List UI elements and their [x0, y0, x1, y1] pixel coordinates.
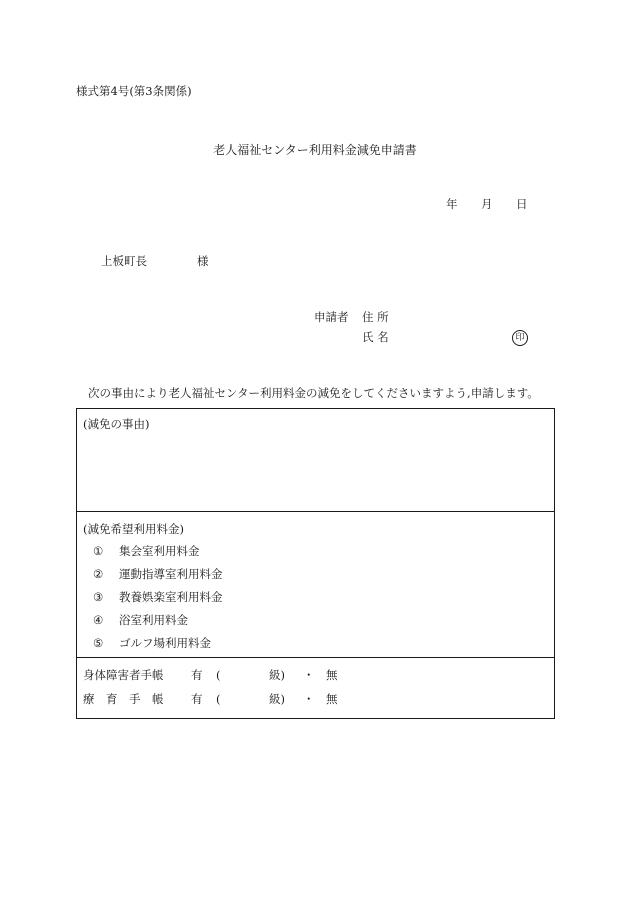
- fee-label: (減免希望利用料金): [83, 522, 184, 536]
- date-year-label: 年: [446, 197, 458, 211]
- open-paren: (: [216, 668, 221, 682]
- separator-dot: ・: [303, 668, 315, 682]
- has-label: 有: [191, 692, 203, 706]
- handbook-label: 身体障害者手帳: [83, 668, 164, 682]
- fee-item-text: 浴室利用料金: [119, 613, 188, 627]
- fee-item: [93, 592, 223, 604]
- address-label: 住 所: [362, 310, 389, 324]
- open-paren: (: [216, 692, 221, 706]
- intro-text: 次の事由により老人福祉センター利用料金の減免をしてくださいますよう,申請します。: [88, 386, 539, 400]
- reason-label: (減免の事由): [83, 417, 150, 431]
- fee-item: [93, 638, 211, 650]
- addressee-name: 上板町長: [101, 254, 147, 268]
- none-label: 無: [326, 692, 338, 706]
- fee-section: [77, 512, 554, 658]
- date-day-label: 日: [516, 197, 528, 211]
- date-month-label: 月: [481, 197, 493, 211]
- grade-label: 級): [269, 668, 285, 682]
- name-label: 氏 名: [362, 330, 389, 344]
- fee-item-text: 教養娯楽室利用料金: [119, 590, 223, 604]
- applicant-label: 申請者: [314, 310, 349, 324]
- handbook-section: [77, 658, 554, 718]
- document-title: 老人福祉センター利用料金減免申請書: [213, 143, 417, 157]
- fee-item-number: ②: [93, 567, 104, 581]
- fee-item: [93, 569, 223, 581]
- fee-item-text: 集会室利用料金: [119, 544, 200, 558]
- fee-item-number: ③: [93, 590, 104, 604]
- fee-item: [93, 615, 188, 627]
- fee-item-number: ①: [93, 544, 104, 558]
- fee-item: [93, 546, 200, 558]
- has-label: 有: [191, 668, 203, 682]
- application-table: [76, 408, 555, 719]
- form-number: 様式第4号(第3条関係): [76, 84, 192, 98]
- handbook-label: 療 育 手 帳: [83, 692, 164, 706]
- seal-mark-icon: 印: [512, 330, 528, 346]
- addressee: [101, 254, 209, 268]
- grade-label: 級): [269, 692, 285, 706]
- addressee-honorific: 様: [197, 254, 209, 268]
- separator-dot: ・: [303, 692, 315, 706]
- reason-section: [77, 409, 554, 512]
- fee-item-number: ⑤: [93, 636, 104, 650]
- none-label: 無: [326, 668, 338, 682]
- fee-item-text: ゴルフ場利用料金: [119, 636, 211, 650]
- fee-item-text: 運動指導室利用料金: [119, 567, 223, 581]
- fee-item-number: ④: [93, 613, 104, 627]
